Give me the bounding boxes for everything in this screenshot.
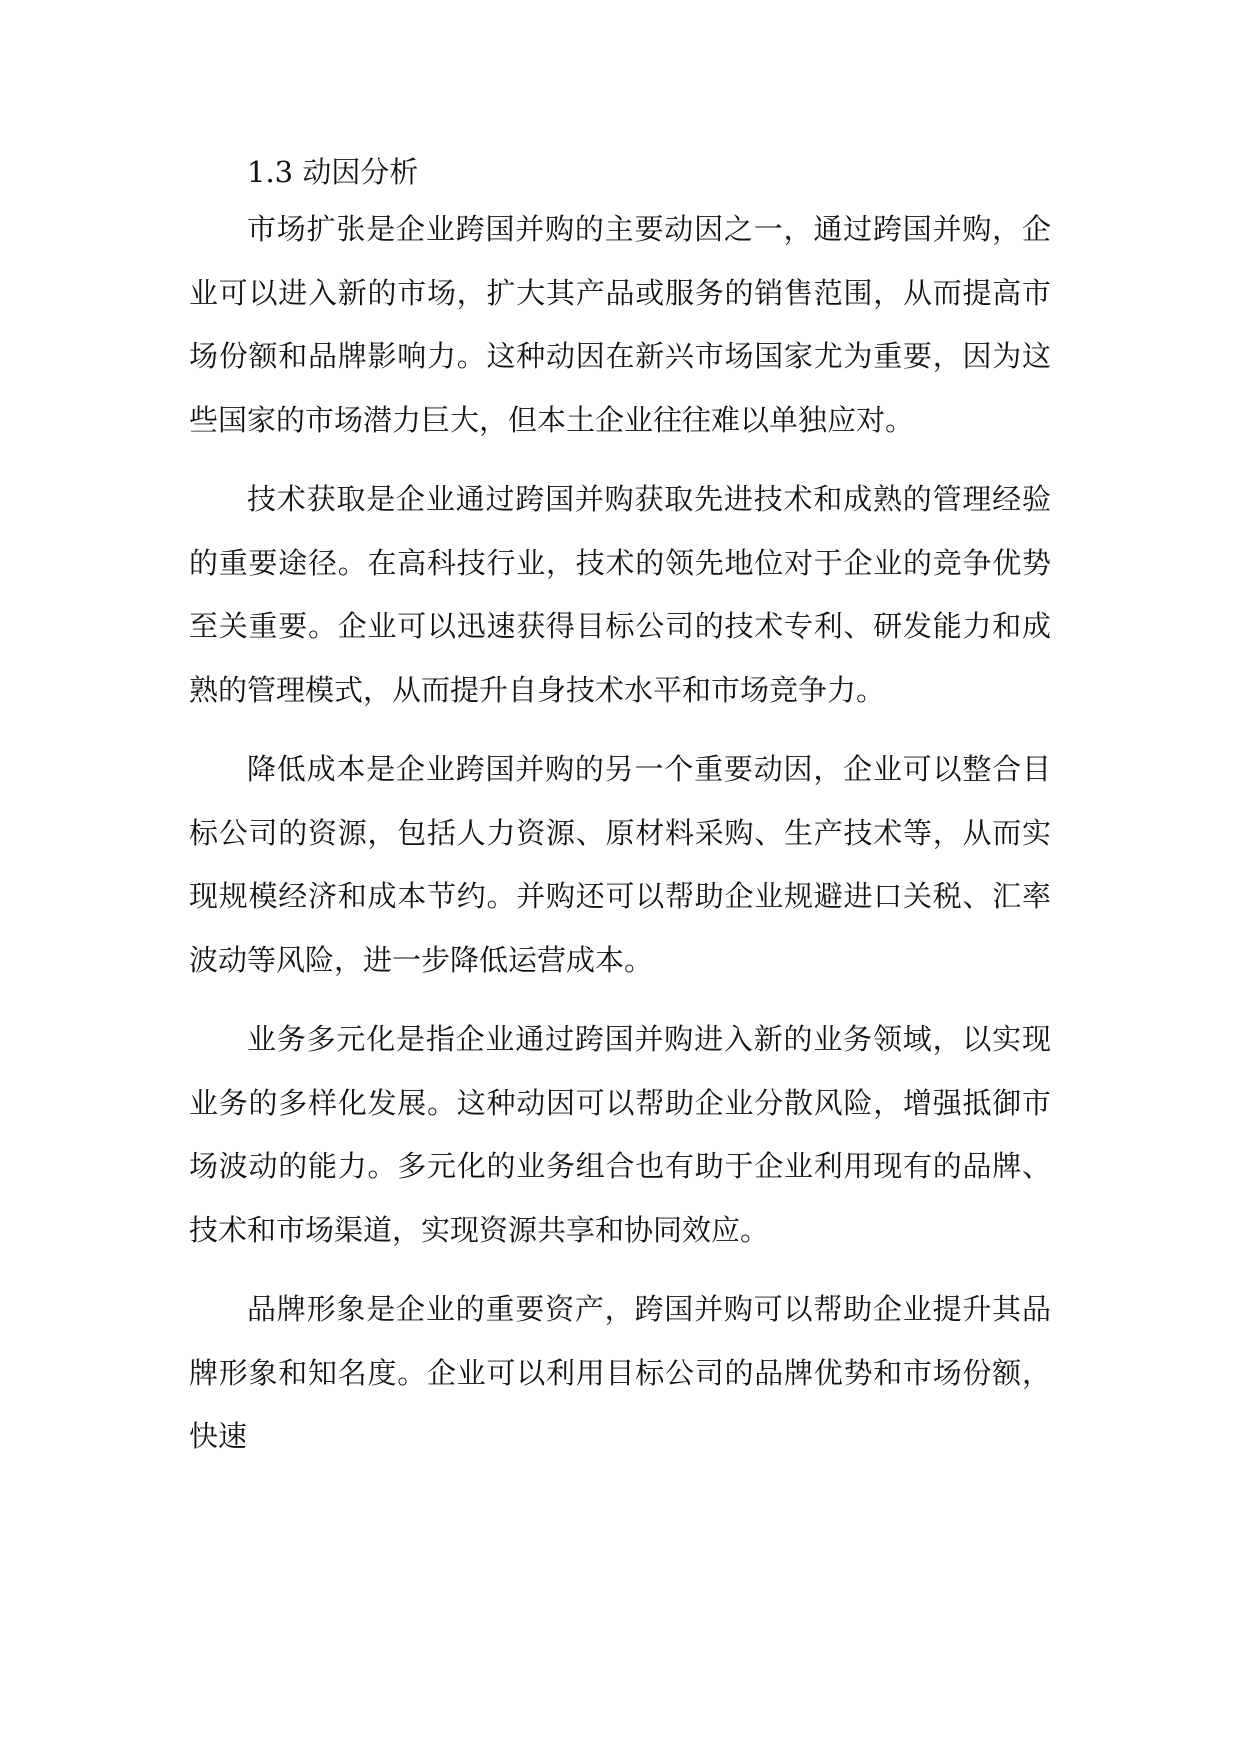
paragraph-market-expansion: 市场扩张是企业跨国并购的主要动因之一，通过跨国并购，企业可以进入新的市场，扩大其产品或服务的销售范围，从而提高市场份额和品牌影响力。这种动因在新兴市场国家尤为重要，因为这些国家的市场潜力巨大，但本土企业往往难以单独应对。 (189, 212, 1051, 437)
paragraph-technology-acquisition: 技术获取是企业通过跨国并购获取先进技术和成熟的管理经验的重要途径。在高科技行业，技术的领先地位对于企业的竞争优势至关重要。企业可以迅速获得目标公司的技术专利、研发能力和成熟的管理模式，从而提升自身技术水平和市场竞争力。 (189, 482, 1051, 707)
paragraph-business-diversification: 业务多元化是指企业通过跨国并购进入新的业务领域，以实现业务的多样化发展。这种动因可以帮助企业分散风险，增强抵御市场波动的能力。多元化的业务组合也有助于企业利用现有的品牌、技术和市场渠道，实现资源共享和协同效应。 (189, 1022, 1051, 1247)
document-body (189, 146, 1051, 1469)
paragraph-brand-image: 品牌形象是企业的重要资产，跨国并购可以帮助企业提升其品牌形象和知名度。企业可以利用目标公司的品牌优势和市场份额，快速 (189, 1292, 1051, 1453)
section-heading: 1.3 动因分析 (247, 155, 419, 189)
paragraph-cost-reduction: 降低成本是企业跨国并购的另一个重要动因，企业可以整合目标公司的资源，包括人力资源、原材料采购、生产技术等，从而实现规模经济和成本节约。并购还可以帮助企业规避进口关税、汇率波动等风险，进一步降低运营成本。 (189, 752, 1051, 977)
